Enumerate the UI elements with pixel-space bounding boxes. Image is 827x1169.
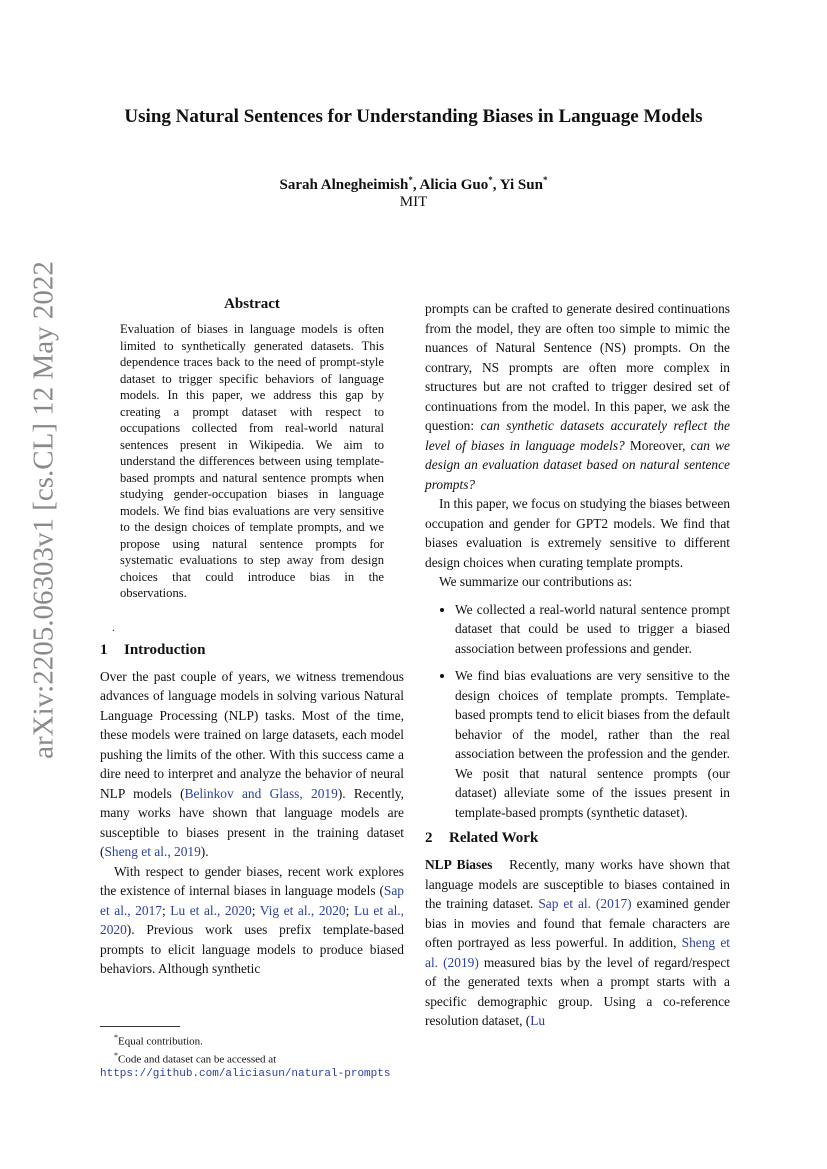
footnote-rule [100, 1026, 180, 1027]
section-heading-related-work: 2 Related Work [425, 830, 539, 846]
right-paragraph-2: In this paper, we focus on studying the biases between occupation and gender for GPT2 models. We find that biases evaluation is extremely sensitive to different design choices when curating template prompts. [425, 496, 731, 570]
section-number: 1 [100, 641, 108, 658]
section-number: 2 [425, 830, 433, 846]
abstract-heading: Abstract [224, 296, 280, 312]
footnotes [100, 1026, 404, 1081]
right-paragraph-3: We summarize our contributions as: [439, 574, 633, 589]
right-paragraph-1: prompts can be crafted to generate desired continuations from the model, they are often too simple to mimic the nuances of Natural Sentence (NS) prompts. On the contrary, NS prompts are often more complex in structures but are not crafted to trigger desired set of continuations from the model. In this paper, we ask the question: can synthetic datasets accurately reflect the level of biases in language models? Moreover, can we design an evaluation dataset based on natural sentence prompts? [425, 301, 730, 492]
author-list: Sarah Alnegheimish*, Alicia Guo*, Yi Sun* [279, 175, 548, 193]
left-column [100, 296, 404, 979]
footnote-2: *Code and dataset can be accessed at https://github.com/aliciasun/natural-prompts [100, 1050, 391, 1081]
citation-link[interactable]: Sap et al. (2017) [538, 896, 632, 911]
citation-link[interactable]: Belinkov and Glass, 2019 [184, 785, 338, 801]
citation-link[interactable]: Sheng et al., 2019 [104, 844, 201, 859]
code-url-link[interactable]: https://github.com/aliciasun/natural-prompts [100, 1068, 391, 1081]
citation-link[interactable]: Sheng et al. (2019) [425, 935, 730, 970]
footnote-1: *Equal contribution. [114, 1033, 203, 1048]
right-column [425, 299, 730, 1031]
contributions-list [425, 600, 730, 823]
citation-link[interactable]: Lu [530, 1013, 546, 1028]
citation-link[interactable]: Lu et al., 2020 [170, 902, 252, 918]
author-name: Yi Sun [499, 177, 543, 193]
paper-title: Using Natural Sentences for Understanding Biases in Language Models [124, 106, 703, 127]
intro-paragraph-1: Over the past couple of years, we witness tremendous advances of language models in solving various Natural Language Processing (NLP) tasks. Most of the time, these models were trained on large datasets, each model pushing the limits of the other. With this success came a dire need to interpret and analyze the behavior of neural NLP models (Belinkov and Glass, 2019). Recently, many works have shown that language models are susceptible to biases present in the training dataset (Sheng et al., 2019). [100, 668, 404, 859]
citation-link[interactable]: Vig et al., 2020 [259, 902, 346, 918]
affiliation: MIT [399, 194, 428, 210]
related-work-paragraph: NLP Biases Recently, many works have shown that language models are susceptible to biases contained in the training dataset. Sap et al. (2017) examined gender bias in movies and found that female characters are often portrayed as less powerful. In addition, Sheng et al. (2019) measured bias by the level of regard/respect of the generated texts when a prompt starts with a specific demographic group. Using a co-reference resolution dataset, (Lu [425, 857, 731, 1028]
author-name: Alicia Guo [419, 177, 489, 193]
arxiv-stamp [26, 261, 62, 759]
citation-link[interactable]: Lu et al., 2020 [100, 902, 404, 937]
author-name: Sarah Alnegheimish [279, 177, 409, 193]
citation-link[interactable]: Sap et al., 2017 [100, 883, 404, 918]
arxiv-id: arXiv:2205.06303v1 [cs.CL] 12 May 2022 [27, 261, 60, 759]
section-heading-introduction: 1 Introduction [100, 641, 206, 658]
subsection-heading: NLP Biases [425, 857, 493, 872]
list-item: • We find bias evaluations are very sensitive to the design choices of template prompts. Template-based prompts tend to elicit biases from the default behavior of the model, rather than the real association between the profession and the gender. We posit that natural sentence prompts (our dataset) alleviate some of the issues present in template-based prompts (synthetic dataset). [455, 666, 730, 822]
list-item: • We collected a real-world natural sentence prompt dataset that could be used to trigger a biased association between professions and gender. [455, 600, 730, 659]
abstract-text: Evaluation of biases in language models is often limited to synthetically generated datasets. This dependence traces back to the need of prompt-style dataset to trigger specific behaviors of language models. In this paper, we address this gap by creating a prompt dataset with respect to occupations collected from real-world natural sentences present in Wikipedia. We aim to understand the differences between using template-based prompts and natural sentence prompts when studying gender-occupation biases in language models. We find bias evaluations are very sensitive to the design choices of template prompts, and we propose using natural sentence prompts for systematic evaluations to step away from design choices that could introduce bias in the observations. [120, 322, 384, 600]
stray-mark: . [112, 619, 115, 634]
intro-paragraph-2: With respect to gender biases, recent work explores the existence of internal biases in language models (Sap et al., 2017; Lu et al., 2020; Vig et al., 2020; Lu et al., 2020). Previous work uses prefix template-based prompts to elicit language models to produce biased behaviors. Although synthetic [100, 863, 404, 976]
